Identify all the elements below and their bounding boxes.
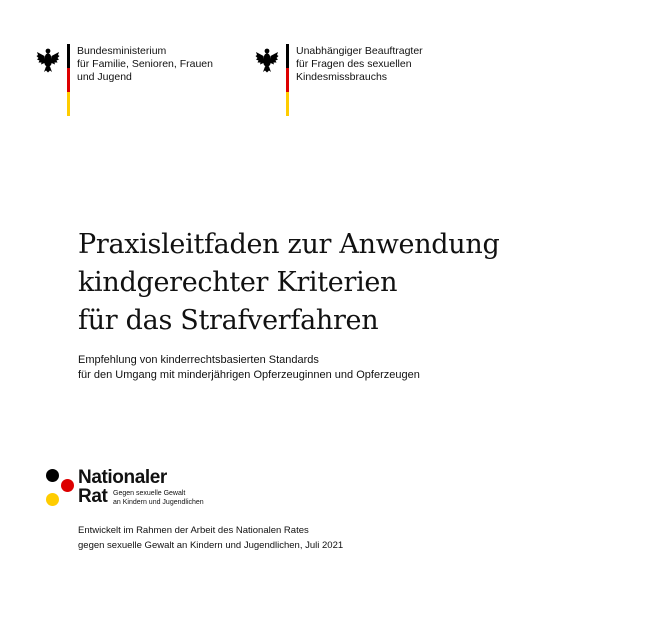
footer-note (78, 523, 343, 553)
document-title (78, 226, 499, 340)
title-line: kindgerechter Kriterien (78, 267, 398, 298)
ubskm-name (296, 45, 423, 84)
bmfsfj-name-line: und Jugend (77, 71, 132, 83)
ubskm-name-line: für Fragen des sexuellen (296, 58, 412, 70)
nationaler-rat-name: Rat (78, 486, 108, 507)
document-subtitle (78, 353, 420, 383)
gold-dot-icon (46, 493, 59, 506)
ubskm-logo (255, 44, 455, 116)
german-flag-bar (286, 44, 289, 116)
tagline-line: Gegen sexuelle Gewalt (113, 490, 186, 497)
bmfsfj-name (77, 45, 213, 84)
nationaler-rat-name: Nationaler (78, 467, 167, 488)
footer-note-line: Entwickelt im Rahmen der Arbeit des Nationalen Rates (78, 525, 309, 536)
red-dot-icon (61, 479, 74, 492)
nationaler-rat-logo (44, 466, 244, 512)
bmfsfj-name-line: für Familie, Senioren, Frauen (77, 58, 213, 70)
federal-eagle-icon (255, 47, 279, 73)
nationaler-rat-tagline (113, 490, 204, 507)
subtitle-line: Empfehlung von kinderrechtsbasierten Standards (78, 354, 319, 366)
bmfsfj-name-line: Bundesministerium (77, 45, 167, 57)
ubskm-name-line: Kindesmissbrauchs (296, 71, 388, 83)
ubskm-name-line: Unabhängiger Beauftragter (296, 45, 423, 57)
bmfsfj-logo (36, 44, 236, 116)
black-dot-icon (46, 469, 59, 482)
german-flag-bar (67, 44, 70, 116)
federal-eagle-icon (36, 47, 60, 73)
title-line: Praxisleitfaden zur Anwendung (78, 229, 500, 260)
footer-note-line: gegen sexuelle Gewalt an Kindern und Jugendlichen, Juli 2021 (78, 540, 344, 551)
subtitle-line: für den Umgang mit minderjährigen Opferzeuginnen und Opferzeugen (78, 369, 420, 381)
title-line: für das Strafverfahren (78, 305, 379, 336)
tagline-line: an Kindern und Jugendlichen (113, 498, 204, 506)
